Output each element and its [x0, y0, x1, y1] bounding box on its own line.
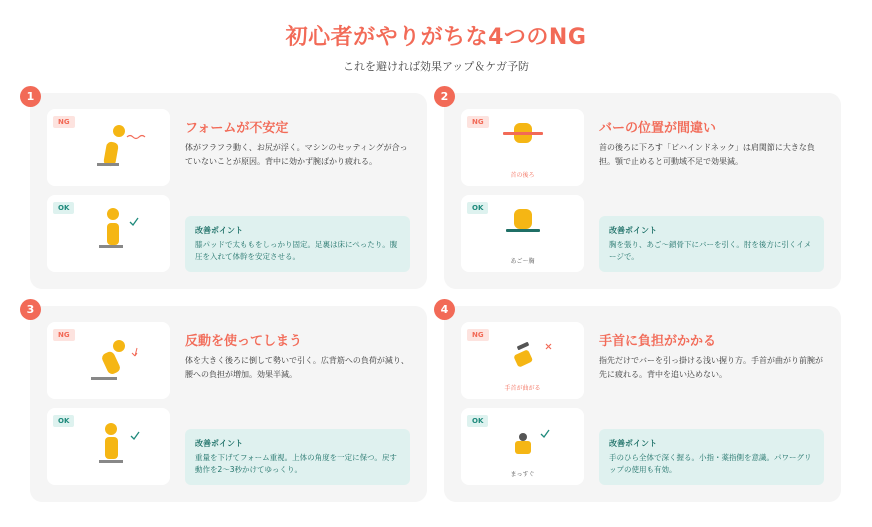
ng-card-2 [440, 90, 841, 289]
card-number-badge: 4 [434, 299, 455, 320]
ng-tag: NG [467, 116, 489, 128]
controlled-form-illustration [47, 408, 170, 485]
ng-caption: 首の後ろ [510, 172, 535, 179]
point-title: 反動を使ってしまう [185, 334, 303, 349]
ok-tag: OK [53, 415, 74, 427]
point-description: 体を大きく後ろに倒して勢いで引く。広背筋への負荷が減り、腰への負担が増加。効果半減。 [185, 356, 409, 379]
point-title: バーの位置が間違い [599, 121, 717, 136]
ng-illustration-panel [47, 109, 170, 186]
card-number-badge: 2 [434, 86, 455, 107]
point-title: 手首に負担がかかる [599, 334, 717, 349]
ng-tag: NG [53, 329, 75, 341]
ng-card-1 [26, 90, 427, 289]
momentum-illustration [47, 322, 170, 399]
ng-tag: NG [53, 116, 75, 128]
check-icon [541, 430, 549, 437]
improvement-text: 胸を張り、あご〜鎖骨下にバーを引く。肘を後方に引くイメージで。 [609, 240, 812, 261]
ng-card-4 [440, 303, 841, 502]
ok-caption: あご〜胸 [510, 258, 535, 265]
ok-tag: OK [53, 202, 74, 214]
improvement-title: 改善ポイント [609, 439, 657, 448]
arrow-down-icon [132, 348, 137, 356]
page-subtitle: これを避ければ効果アップ＆ケガ予防 [342, 60, 529, 73]
ng-caption: 手首が曲がる [504, 385, 541, 392]
ok-illustration-panel [47, 408, 170, 485]
check-icon [130, 218, 138, 225]
ng-tag: NG [467, 329, 489, 341]
improvement-title: 改善ポイント [609, 226, 657, 235]
point-description: 首の後ろに下ろす「ビハインドネック」は肩関節に大きな負担。顎で止めると可動域不足で効果減。 [599, 143, 815, 166]
ok-illustration-panel [461, 408, 584, 485]
check-icon [131, 432, 139, 439]
improvement-box [185, 429, 410, 485]
stable-form-illustration [47, 195, 170, 272]
ok-tag: OK [467, 202, 488, 214]
ng-illustration-panel [461, 109, 584, 186]
ok-tag: OK [467, 415, 488, 427]
ng-card-3 [26, 303, 427, 502]
improvement-box [599, 429, 824, 485]
improvement-text: 膝パッドで太ももをしっかり固定。足裏は床にぺったり。腹圧を入れて体幹を安定させる。 [195, 240, 398, 261]
point-description: 体がフラフラ動く、お尻が浮く。マシンのセッティングが合っていないことが原因。背中に効かず腕ばかり疲れる。 [185, 143, 408, 166]
ok-illustration-panel [47, 195, 170, 272]
cross-icon [546, 344, 551, 349]
improvement-box [599, 216, 824, 272]
ok-caption: まっすぐ [510, 471, 535, 478]
improvement-text: 手のひら全体で深く握る。小指・薬指側を意識。パワーグリップの使用も有効。 [609, 453, 812, 474]
card-number-badge: 1 [20, 86, 41, 107]
point-title: フォームが不安定 [185, 121, 289, 136]
page-title: 初心者がやりがちな4つのNG [285, 25, 587, 50]
wavy-lines-icon [127, 136, 145, 139]
ok-illustration-panel [461, 195, 584, 272]
point-description: 指先だけでバーを引っ掛ける浅い握り方。手首が曲がり前腕が先に疲れる。背中を追い込めない。 [599, 356, 823, 379]
improvement-text: 重量を下げてフォーム重視。上体の角度を一定に保つ。戻す動作を2〜3秒かけてゆっくり。 [195, 453, 397, 474]
improvement-box [185, 216, 410, 272]
improvement-title: 改善ポイント [195, 439, 243, 448]
improvement-title: 改善ポイント [195, 226, 243, 235]
card-number-badge: 3 [20, 299, 41, 320]
ng-illustration-panel [461, 322, 584, 399]
ng-illustration-panel [47, 322, 170, 399]
unstable-form-illustration [47, 109, 170, 186]
